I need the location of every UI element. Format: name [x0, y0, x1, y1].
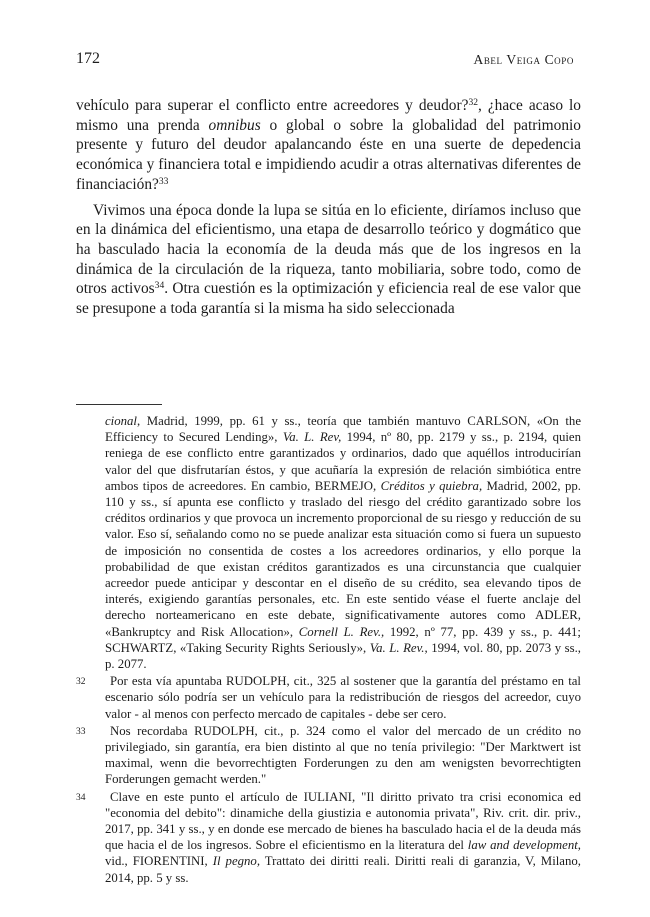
- fn-cont-text-4: 1992, nº 77, pp. 439 y ss., p. 441; SCHWARTZ, «Taking Security Rights Seriously»,: [105, 624, 581, 655]
- fn-cont-italic-2: Va. L. Rev,: [282, 430, 342, 445]
- fn34-text-2: vid., FIORENTINI,: [105, 854, 213, 869]
- fn-cont-italic-5: Va. L. Rev.,: [369, 640, 428, 655]
- p1-text-3: o global o sobre la globalidad del patrimonio presente y futuro del deudor apalancando éste en una suerte de depedencia económica y financiera total e impidiendo acudir a otras alternativas diferentes de financiación?: [76, 116, 581, 193]
- fn-cont-italic-3: Créditos y quiebra,: [380, 478, 483, 493]
- footnote-number-33: 33: [76, 726, 86, 737]
- fn34-text-1: Clave en este punto el artículo de IULIANI, "Il diritto privato tra crisi economica ed "economia del debito": dinamiche della giustizia e autonomia privata", Riv. crit. dir. priv., 2017, pp. 341 y ss., y en donde ese mercado de bienes ha basculado hacia el de la deuda más que hacia el de los ingresos. Sobre el eficientismo en la literatura del: [105, 789, 581, 853]
- p1-text-2: , ¿hace acaso lo mismo una prenda: [76, 97, 582, 134]
- footnote-ref-32: 32: [468, 96, 478, 108]
- running-head: Abel Veiga Copo: [473, 52, 574, 67]
- fn34-text-3: Trattato dei diritti reali. Diritti reali di garanzia, V, Milano, 2014, pp. 5 y ss.: [105, 854, 581, 885]
- footnote-text-33: Nos recordaba RUDOLPH, cit., p. 324 como el valor del mercado de un crédito no privilegiado, sin garantía, era bien distinto al que no tenía privilegio: "Der Marktwert ist maximal, wenn die bevorrechtigten Forderungen zu den am wenigsten bevorrechtigten Forderungen gemacht werden.": [105, 723, 581, 787]
- footnote-32: [76, 673, 581, 722]
- footnote-ref-33: 33: [158, 175, 169, 187]
- fn-cont-italic-4: Cornell L. Rev.,: [298, 624, 385, 639]
- p1-text-1: vehículo para superar el conflicto entre acreedores y deudor?: [76, 97, 469, 114]
- footnote-text-32: Por esta vía apuntaba RUDOLPH, cit., 325 al sostener que la garantía del préstamo en tal escenario sólo podría ser un vehículo para la redistribución de riesgos del acreedor, cuyo valor - al menos con perfecto mercado de capitales - debe ser cero.: [105, 674, 581, 721]
- paragraph-1: [76, 96, 581, 195]
- footnote-ref-34: 34: [154, 280, 165, 292]
- page-number: 172: [76, 50, 100, 67]
- fn-cont-text-5: 1994, vol. 80, pp. 2073 y ss., p. 2077.: [105, 640, 581, 672]
- footnote-continuation: [76, 413, 581, 672]
- p2-text-2: . Otra cuestión es la optimización y eficiencia real de ese valor que se presupone a toda garantía si la misma ha sido seleccionada: [76, 280, 581, 318]
- p1-italic-omnibus: omnibus: [208, 116, 261, 134]
- page-header: [76, 50, 574, 72]
- footnote-34: [76, 789, 581, 886]
- footnotes: [76, 413, 581, 886]
- fn-cont-italic-1: cional: [105, 414, 137, 428]
- fn-cont-text-2: 1994, nº 80, pp. 2179 y ss., p. 2194, quien reniega de ese conflicto entre garantizados y ordinarios, dado que aquéllos introducirían valor del que disfrutarían éstos, y que acuñaría la expresión de relación simbiótica entre ambos tipos de acreedores. En cambio, BERMEJO,: [105, 430, 581, 493]
- fn34-italic-1: law and development,: [467, 838, 581, 853]
- footnote-separator: [76, 404, 162, 405]
- footnote-33: [76, 723, 581, 788]
- p2-text-1: Vivimos una época donde la lupa se sitúa en lo eficiente, diríamos incluso que en la dinámica del eficientismo, una etapa de desarrollo teórico y dogmático que ha basculado hacia la economía de la deuda más que de los ingresos en la dinámica de la circulación de la riqueza, tanto mobiliaria, sobre todo, como de otros activos: [76, 201, 581, 298]
- main-text: [76, 96, 581, 319]
- fn34-italic-2: Il pegno,: [212, 854, 261, 869]
- fn-cont-text-1: , Madrid, 1999, pp. 61 y ss., teoría que también mantuvo CARLSON, «On the Efficiency to Secured Lending»,: [105, 414, 581, 445]
- fn-cont-text-3: Madrid, 2002, pp. 110 y ss., sí apunta ese conflicto y traslado del riesgo del crédito garantizado sobre los créditos ordinarios y que provoca un incremento proporcional de su riesgo y reducción de su valor. Eso sí, señalando como no se puede analizar esta situación como si fuera un supuesto de imposición no consentida de costes a los acreedores ordinarios, y ello porque la probabilidad de que existan créditos garantizados es una circunstancia que cualquier acreedor puede anticipar y descontar en el diseño de su crédito, sea elevando tipos de interés, exigiendo garantías personales, etc. En este sentido véase el fuerte anclaje del derecho norteamericano en este debate, significativamente autores como ADLER, «Bankruptcy and Risk Allocation»,: [105, 478, 581, 639]
- footnote-number-34: 34: [76, 792, 86, 803]
- paragraph-2: [76, 201, 581, 319]
- footnote-number-32: 32: [76, 677, 86, 688]
